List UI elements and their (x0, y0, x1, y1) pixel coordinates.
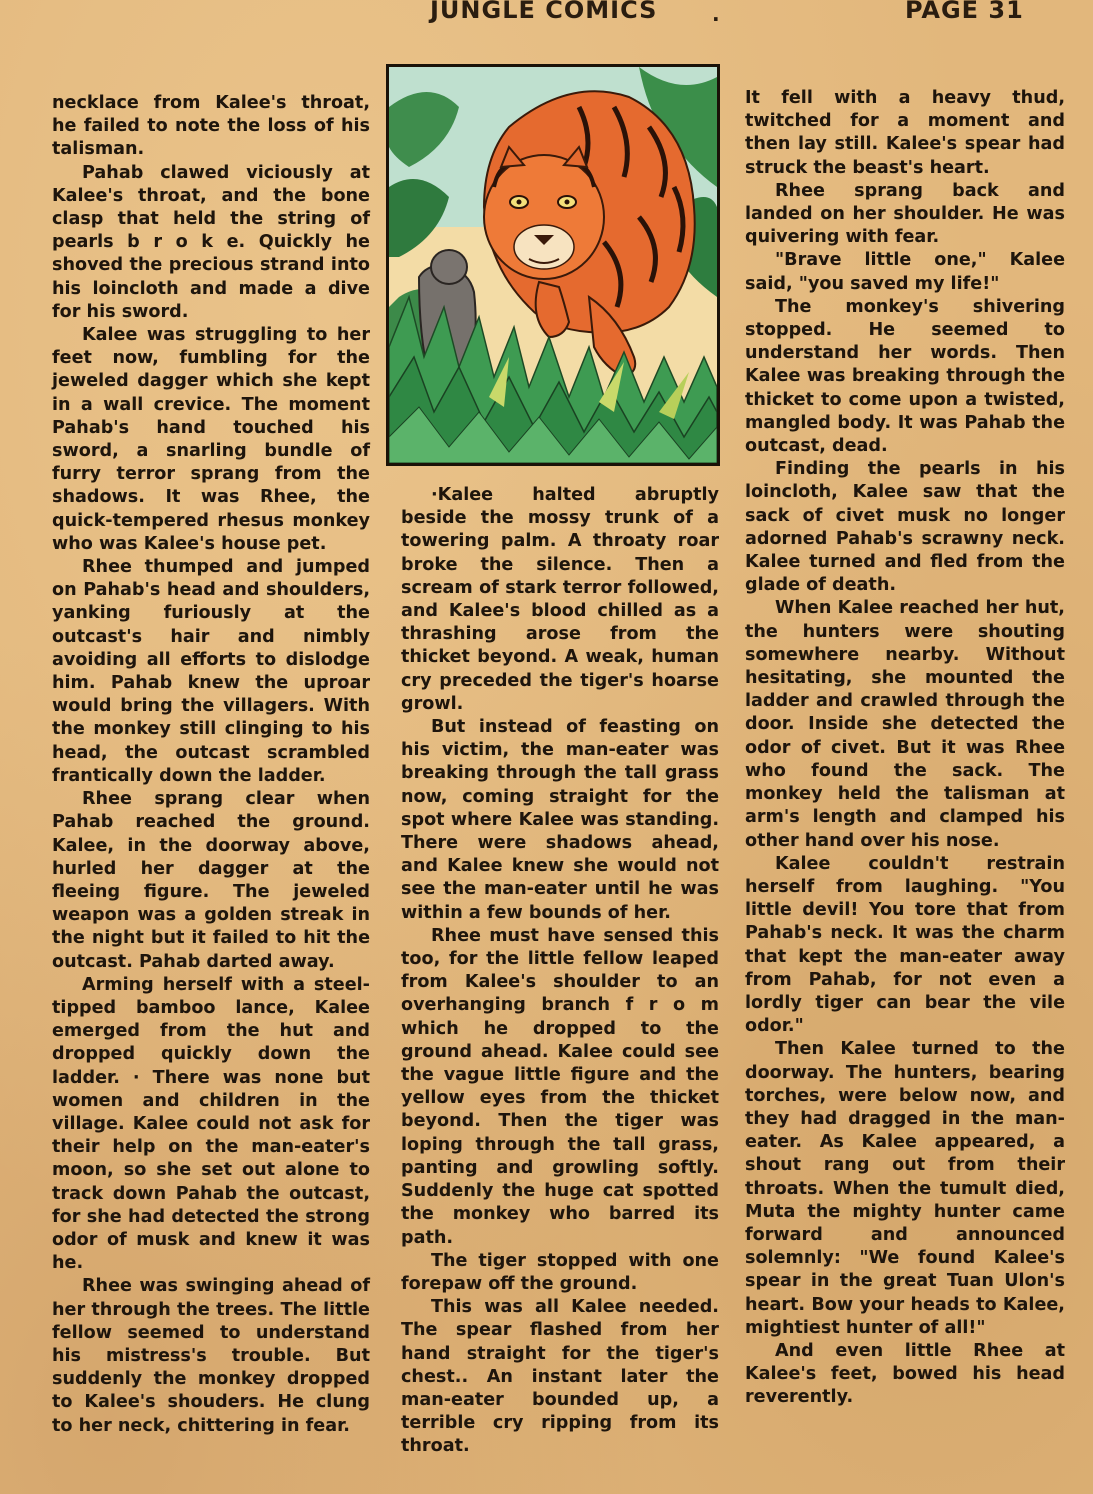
paragraph: "Brave little one," Kalee said, "you saved my life!" (745, 250, 1065, 294)
paragraph: Rhee thumped and jumped on Pahab's head and shoulders, yanking furiously at the outcast's hair and nimbly avoiding all efforts to dislodge him. Pahab knew the uproar would bring the villagers. With the monkey still clinging to his head, the outcast scrambled frantically down the ladder. (52, 557, 370, 786)
paragraph: Kalee couldn't restrain herself from laughing. "You little devil! You tore that from Pahab's neck. It was the charm that kept the man-eater away from Pahab, for not even a lordly tiger can bear the vile odor." (745, 853, 1065, 1037)
paragraph: Then Kalee turned to the doorway. The hunters, bearing torches, were below now, and they had dragged in the man-eater. As Kalee appeared, a shout rang out from their throats. When the tumult died, Muta the mighty hunter came forward and announced solemnly: "We found Kalee's spear in the great Tuan Ulon's heart. Bow your heads to Kalee, mightiest hunter of all!" (745, 1039, 1065, 1338)
tiger-jungle-art (389, 67, 717, 463)
paragraph: And even little Rhee at Kalee's feet, bowed his head reverently. (745, 1340, 1065, 1408)
paragraph: Finding the pearls in his loincloth, Kalee saw that the sack of civet musk no longer adorned Pahab's scrawny neck. Kalee turned and fled from the glade of death. (745, 459, 1065, 596)
text-column-right (745, 87, 1065, 1410)
paragraph: But instead of feasting on his victim, the man-eater was breaking through the tall grass now, coming straight for the spot where Kalee was standing. There were shadows ahead, and Kalee knew she would not see the man-eater until he was within a few bounds of her. (401, 717, 719, 923)
paragraph: It fell with a heavy thud, twitched for a moment and then lay still. Kalee's spear had struck the beast's heart. (745, 88, 1065, 178)
text-column-left (52, 92, 370, 1438)
paragraph: This was all Kalee needed. The spear flashed from her hand straight for the tiger's chest.. An instant later the man-eater bounded up, a terrible cry ripping from its throat. (401, 1297, 719, 1457)
magazine-title: JUNGLE COMICS (430, 0, 658, 24)
paragraph: When Kalee reached her hut, the hunters were shouting somewhere nearby. Without hesitating, she mounted the ladder and crawled through the door. Inside she detected the odor of civet. But it was Rhee who found the sack. The monkey held the talisman at arm's length and clamped his other hand over his nose. (745, 598, 1065, 851)
paragraph: Pahab clawed viciously at Kalee's throat, and the bone clasp that held the string of pearls b r o k e. Quickly he shoved the precious strand into his loincloth and made a dive for his sword. (52, 162, 370, 322)
tiger-illustration (386, 64, 720, 466)
paragraph: The tiger stopped with one forepaw off the ground. (401, 1250, 719, 1294)
paragraph: Kalee was struggling to her feet now, fumbling for the jeweled dagger which she kept in a wall crevice. The moment Pahab's hand touched his sword, a snarling bundle of furry terror sprang from the shadows. It was Rhee, the quick-tempered rhesus monkey who was Kalee's house pet. (52, 325, 370, 554)
paragraph: Rhee sprang back and landed on her shoulder. He was quivering with fear. (745, 180, 1065, 248)
page-number: PAGE 31 (905, 0, 1024, 24)
paragraph: Rhee must have sensed this too, for the little fellow leaped from Kalee's shoulder to an overhanging branch f r o m which he dropped to the ground ahead. Kalee could see the vague little figure and the yellow eyes from the thicket beyond. Then the tiger was loping through the tall grass, panting and growling softly. Suddenly the huge cat spotted the monkey who barred its path. (401, 925, 719, 1248)
text-column-middle (401, 484, 719, 1459)
paragraph: Arming herself with a steel-tipped bamboo lance, Kalee emerged from the hut and dropped quickly down the ladder. · There was none but women and children in the village. Kalee could not ask for their help on the man-eater's moon, so she set out alone to track down Pahab the outcast, for she had detected the strong odor of musk and knew it was he. (52, 974, 370, 1274)
paragraph: The monkey's shivering stopped. He seemed to understand her words. Then Kalee was breaking through the thicket to come upon a twisted, mangled body. It was Pahab the outcast, dead. (745, 296, 1065, 457)
paragraph: Rhee was swinging ahead of her through the trees. The little fellow seemed to understand his mistress's trouble. But suddenly the monkey dropped to Kalee's shouders. He clung to her neck, chittering in fear. (52, 1276, 370, 1436)
paragraph: ·Kalee halted abruptly beside the mossy trunk of a towering palm. A throaty roar broke the silence. Then a scream of stark terror followed, and Kalee's blood chilled as a thrashing arose from the thicket beyond. A weak, human cry preceded the tiger's hoarse growl. (401, 485, 719, 714)
paragraph: necklace from Kalee's throat, he failed to note the loss of his talisman. (52, 93, 370, 160)
header-dot: . (712, 2, 720, 26)
paragraph: Rhee sprang clear when Pahab reached the ground. Kalee, in the doorway above, hurled her dagger at the fleeing figure. The jeweled weapon was a golden streak in the night but it failed to hit the outcast. Pahab darted away. (52, 789, 370, 972)
